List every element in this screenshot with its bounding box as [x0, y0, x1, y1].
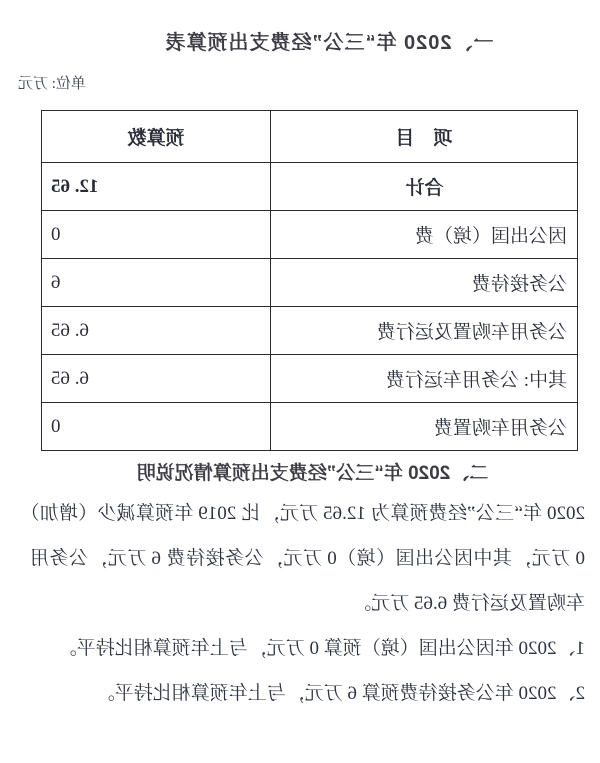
section-2-title: 二、2020 年“三公”经费支出预算情况说明 [136, 463, 489, 484]
table-row-vehicle-operation [42, 355, 578, 403]
row-abroad-item: 因公出国（境）费 [271, 211, 578, 259]
row-total-value: 12. 65 [42, 163, 271, 211]
header-item-column: 项 目 [271, 111, 578, 163]
row-vehicle-total-value: 6. 65 [42, 307, 271, 355]
row-reception-value: 6 [42, 259, 271, 307]
row-vehicle-purchase-item: 公务用车购置费 [271, 403, 578, 451]
table-row-vehicle-total [42, 307, 578, 355]
row-total-item: 合计 [271, 163, 578, 211]
header-value-column: 预算数 [42, 111, 271, 163]
row-vehicle-purchase-value: 0 [42, 403, 271, 451]
table-row-vehicle-purchase [42, 403, 578, 451]
explanation-text-block [30, 491, 585, 716]
unit-label: 单位: 万元 [18, 76, 86, 92]
paragraph-abroad-note: 1、2020 年因公出国（境）预算 0 万元，与上年预算相比持平。 [57, 638, 585, 659]
row-vehicle-operation-value: 6. 65 [42, 355, 271, 403]
row-reception-item: 公务接待费 [271, 259, 578, 307]
mirrored-document-page [0, 28, 600, 763]
row-vehicle-total-item: 公务用车购置及运行费 [271, 307, 578, 355]
budget-table [41, 110, 578, 451]
table-row-abroad [42, 211, 578, 259]
table-row-total [42, 163, 578, 211]
table-row-reception [42, 259, 578, 307]
document-title: 一、2020 年“三公”经费支出预算表 [164, 32, 494, 54]
table-header-row [42, 111, 578, 163]
paragraph-overview: 2020 年“三公”经费预算为 12.65 万元，比 2019 年预算减少（增加）0 万元，其中因公出国（境）0 万元，公务接待费 6 万元，公务用车购置及运行费 6.65 万元。 [30, 503, 585, 614]
paragraph-reception-note: 2、2020 年公务接待费预算 6 万元，与上年预算相比持平。 [95, 683, 585, 704]
row-vehicle-operation-item: 其中: 公务用车运行费 [271, 355, 578, 403]
row-abroad-value: 0 [42, 211, 271, 259]
